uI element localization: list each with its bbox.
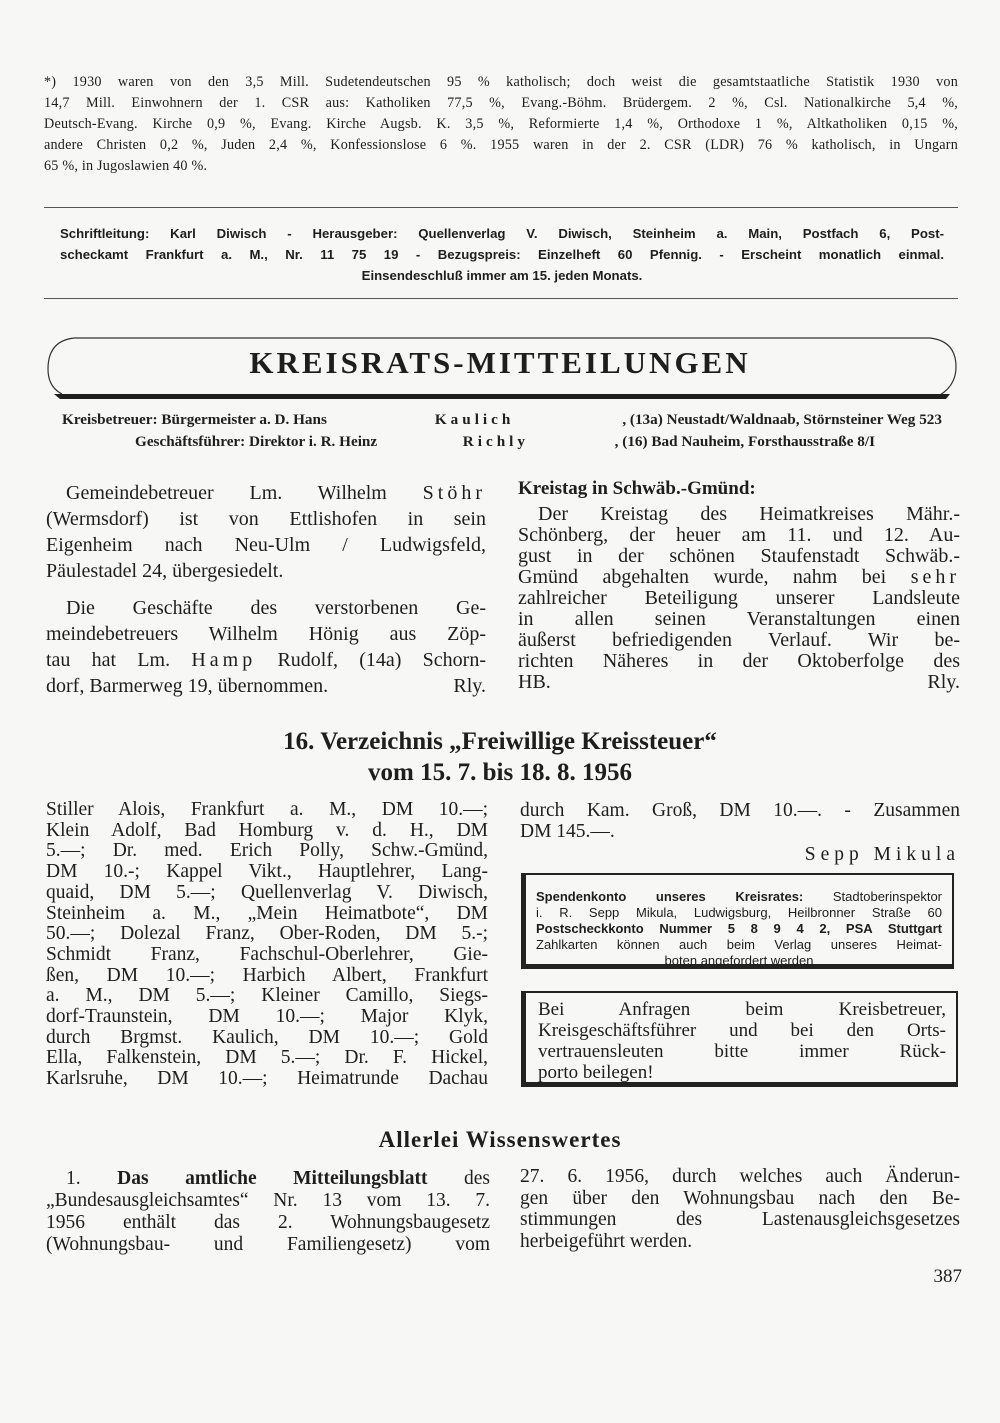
notice-line: porto beilegen! [538, 1062, 654, 1083]
misc-line: herbeigeführt werden. [520, 1230, 693, 1252]
staff-line-1 [62, 409, 942, 431]
misc-line: gen über den Wohnungsbau nach den Be- [520, 1187, 960, 1209]
news-line: Die Geschäfte des verstorbenen Ge- [66, 597, 486, 619]
staff-line-2 [135, 431, 875, 453]
footnote-line: *) 1930 waren von den 3,5 Mill. Sudetendeutschen 95 % katholisch; doch weist die gesamtstaatliche Statistik 1930 von [44, 74, 958, 90]
staff-address: , (16) Bad Nauheim, Forsthausstraße 8/I [614, 433, 875, 450]
misc-line: „Bundesausgleichsamtes“ Nr. 13 vom 13. 7. [46, 1190, 490, 1211]
footnote-line: 65 %, in Jugoslawien 40 %. [44, 158, 208, 174]
misc-line: 1. Das amtliche Mitteilungsblatt des [66, 1168, 491, 1189]
donation-line: Ella, Falkenstein, DM 5.—; Dr. F. Hickel, [46, 1047, 488, 1069]
account-number: Postscheckkonto Nummer 5 8 9 4 2, PSA Stuttgart [536, 921, 942, 936]
list-heading-line-2: vom 15. 7. bis 18. 8. 1956 [368, 759, 632, 786]
staff-label: Kreisbetreuer: Bürgermeister a. D. Hans [62, 411, 327, 428]
page-number: 387 [933, 1266, 962, 1287]
donation-line: DM 10.-; Kappel Vikt., Hauptlehrer, Lang- [46, 861, 488, 883]
news-line: äußerst befriedigenden Verlauf. Wir be- [518, 629, 960, 651]
donation-line: quaid, DM 5.—; Quellenverlag V. Diwisch, [46, 881, 488, 903]
account-box [521, 873, 954, 969]
misc-left [46, 1168, 490, 1256]
signature: Rly. [453, 675, 486, 697]
news-line: in allen seinen Veranstaltungen einen [518, 608, 960, 630]
donations-left [46, 800, 488, 1090]
imprint-line: scheckamt Frankfurt a. M., Nr. 11 75 19 - Bezugspreis: Einzelheft 60 Pfennig. - Erscheint monatlich einmal. [60, 247, 944, 262]
news-line: richten Näheres in der Oktoberfolge des [518, 650, 960, 672]
news-line: dorf, Barmerweg 19, übernommen. Rly. [46, 675, 486, 697]
staff-name: Richly [462, 433, 529, 450]
misc-line: stimmungen des Lastenausgleichsgesetzes [520, 1209, 960, 1230]
account-line: Zahlkarten können auch beim Verlag unseres Heimat- [536, 937, 942, 952]
misc-right [520, 1166, 960, 1252]
spaced-name: Stöhr [422, 482, 487, 504]
news-line: Gmünd abgehalten wurde, nahm bei sehr [518, 566, 961, 588]
account-line: Spendenkonto unseres Kreisrates: Stadtoberinspektor [536, 889, 942, 904]
spaced-name: Hamp [191, 649, 257, 671]
news-line: Eigenheim nach Neu-Ulm / Ludwigsfeld, [46, 534, 486, 556]
signature: Rly. [927, 671, 960, 693]
staff-label: Geschäftsführer: Direktor i. R. Heinz [135, 433, 378, 450]
donation-line: dorf-Traunstein, DM 10.—; Major Klyk, [46, 1006, 488, 1028]
misc-line: (Wohnungsbau- und Familiengesetz) vom [46, 1234, 490, 1255]
news-line: tau hat Lm. Hamp Rudolf, (14a) Schorn- [46, 649, 487, 671]
donation-line: a. M., DM 5.—; Kleiner Camillo, Siegs- [46, 985, 488, 1007]
news-line: gust in der schönen Staufenstadt Schwäb.- [518, 545, 960, 567]
donation-line: 5.—; Dr. med. Erich Polly, Schw.-Gmünd, [46, 840, 488, 862]
donation-line: Klein Adolf, Bad Homburg v. d. H., DM [46, 819, 488, 841]
left-news [46, 480, 486, 699]
donation-line: durch Brgmst. Kaulich, DM 10.—; Gold [46, 1026, 488, 1048]
account-line: boten angefordert werden [664, 953, 814, 968]
footnote-line: 14,7 Mill. Einwohnern der 1. CSR aus: Katholiken 77,5 %, Evang.-Böhm. Brüdergem. 2 %, Csl. Nationalkirche 5,4 %, [44, 95, 958, 111]
news-line: Der Kreistag des Heimatkreises Mähr.- [538, 503, 960, 525]
imprint [60, 223, 944, 286]
donation-line: Schmidt Franz, Fachschul-Oberlehrer, Gie- [46, 943, 488, 965]
donation-line: Stiller Alois, Frankfurt a. M., DM 10.—; [46, 799, 488, 820]
donations-right [520, 800, 960, 865]
news-line: (Wermsdorf) ist von Ettlishofen in sein [46, 508, 486, 530]
notice-box [521, 991, 958, 1087]
donation-line: Karlsruhe, DM 10.—; Heimatrunde Dachau [46, 1068, 488, 1090]
imprint-line: Schriftleitung: Karl Diwisch - Herausgeber: Quellenverlag V. Diwisch, Steinheim a. Main, Postfach 6, Post- [60, 226, 944, 241]
footnote-line: andere Christen 0,2 %, Juden 2,4 %, Konfessionslose 6 %. 1955 waren in der 2. CSR (LDR) 76 % katholisch, in Ungarn [44, 137, 958, 153]
notice-line: Bei Anfragen beim Kreisbetreuer, [538, 999, 946, 1020]
imprint-line: Einsendeschluß immer am 15. jeden Monats. [361, 268, 643, 283]
donation-line: Steinheim a. M., „Mein Heimatbote“, DM [46, 902, 488, 924]
news-line: Päulestadel 24, übergesiedelt. [46, 560, 284, 582]
news-line: Gemeindebetreuer Lm. Wilhelm Stöhr [66, 482, 487, 504]
misc-line: 27. 6. 1956, durch welches auch Änderun- [520, 1166, 960, 1187]
misc-line: 1956 enthält das 2. Wohnungsbaugesetz [46, 1212, 490, 1233]
signature: Sepp Mikula [804, 844, 960, 865]
notice-line: Kreisgeschäftsführer und bei den Orts- [538, 1020, 946, 1041]
staff-name: Kaulich [434, 411, 515, 428]
footnote [44, 72, 958, 177]
donation-line: ßen, DM 10.—; Harbich Albert, Frankfurt [46, 964, 488, 986]
banner-title: KREISRATS-MITTEILUNGEN [249, 345, 751, 380]
news-line: HB. Rly. [518, 671, 960, 693]
account-line: i. R. Sepp Mikula, Ludwigsburg, Heilbronner Straße 60 [536, 905, 942, 920]
news-line: meindebetreuers Wilhelm Hönig aus Zöp- [46, 623, 486, 645]
donation-line: durch Kam. Groß, DM 10.—. - Zusammen [520, 800, 960, 821]
news-line: zahlreicher Beteiligung unserer Landsleute [518, 587, 960, 609]
divider-top [44, 207, 958, 208]
section-heading: Kreistag in Schwäb.-Gmünd: [518, 478, 756, 499]
donation-line: 50.—; Dolezal Franz, Ober-Roden, DM 5.-; [46, 923, 488, 945]
list-heading-line-1: 16. Verzeichnis „Freiwillige Kreissteuer“ [283, 728, 717, 755]
right-news [518, 478, 960, 693]
misc-heading: Allerlei Wissenswertes [378, 1127, 622, 1152]
news-line: Schönberg, der heuer am 11. und 12. Au- [518, 524, 960, 546]
divider-bottom [44, 298, 958, 299]
donation-line: DM 145.—. [520, 821, 615, 842]
staff-address: , (13a) Neustadt/Waldnaab, Störnsteiner Weg 523 [622, 411, 942, 428]
notice-line: vertrauensleuten bitte immer Rück- [538, 1041, 946, 1062]
spaced-word: sehr [910, 566, 961, 588]
footnote-line: Deutsch-Evang. Kirche 0,9 %, Evang. Kirche Augsb. K. 3,5 %, Reformierte 1,4 %, Orthodoxe 1 %, Altkatholiken 0,15 %, [44, 116, 958, 132]
